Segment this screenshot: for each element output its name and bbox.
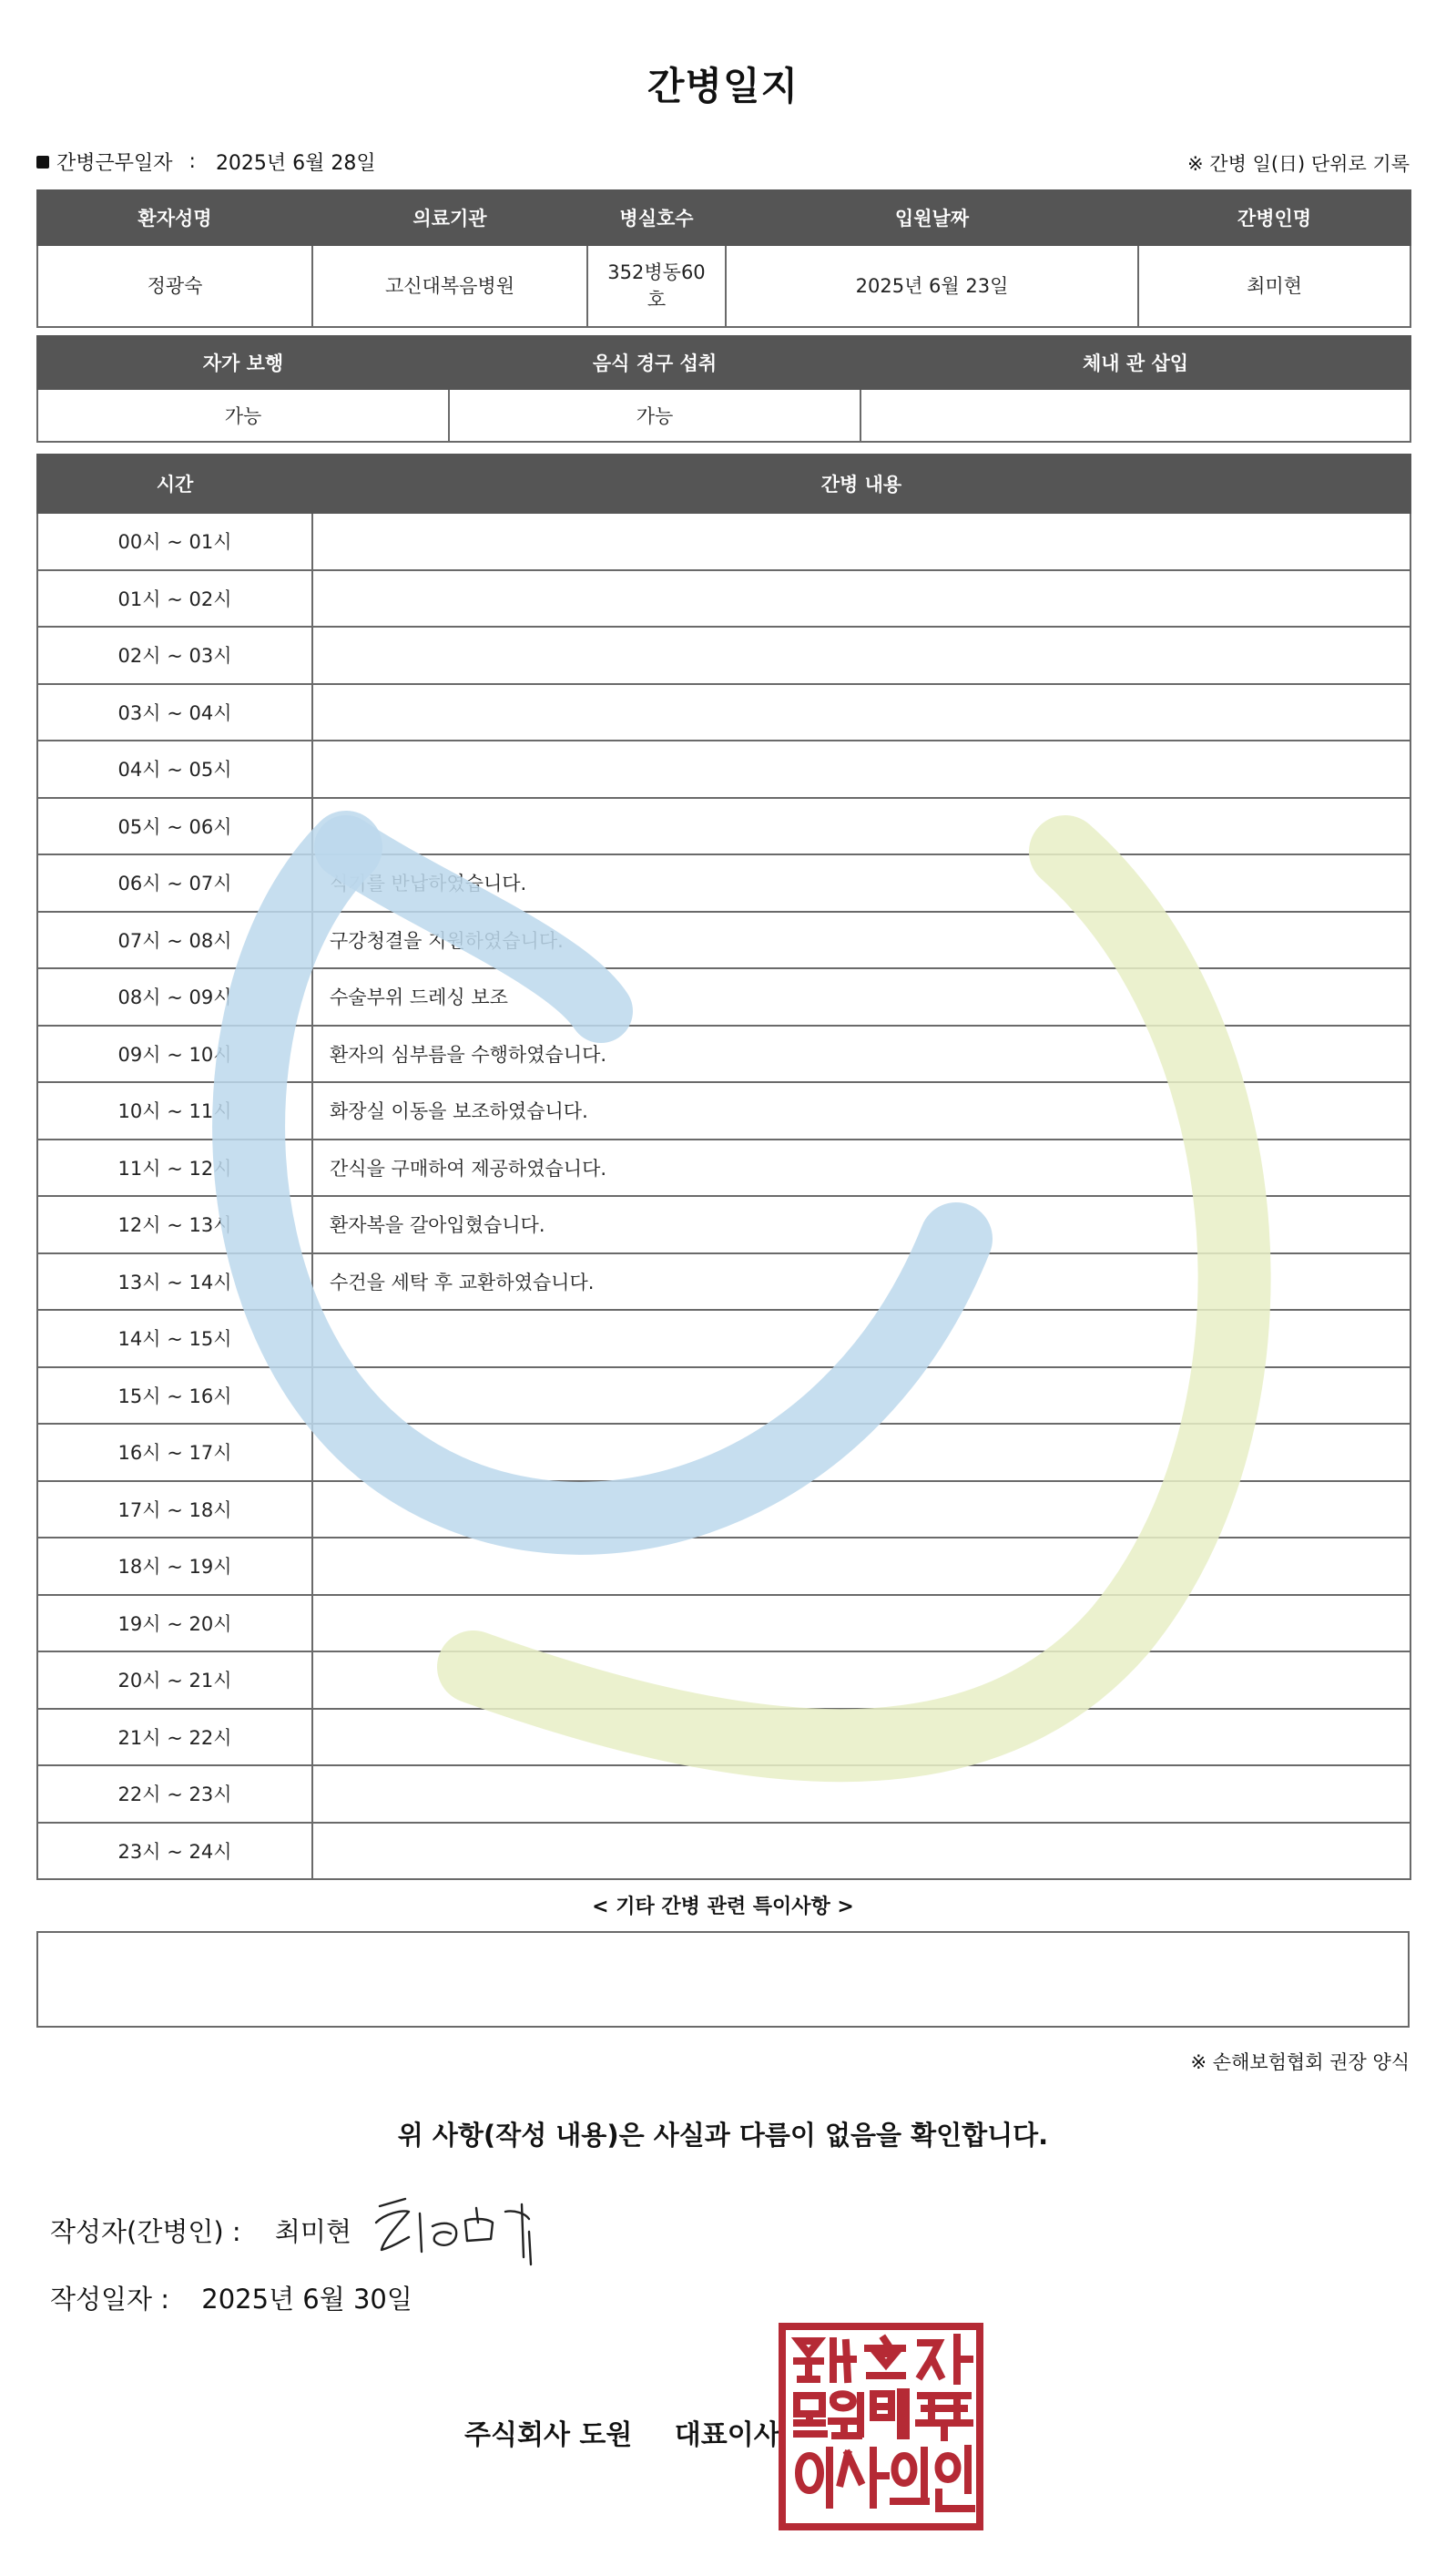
time-cell: 18시 ~ 19시	[37, 1538, 312, 1595]
time-cell: 04시 ~ 05시	[37, 741, 312, 798]
work-date	[36, 148, 376, 176]
status-header: 자가 보행	[37, 336, 449, 389]
log-row	[37, 1196, 1410, 1253]
care-content-cell	[312, 1367, 1410, 1425]
company-name: 주식회사 도원	[464, 2419, 633, 2451]
time-cell: 22시 ~ 23시	[37, 1765, 312, 1823]
status-header: 음식 경구 섭취	[449, 336, 860, 389]
time-cell: 09시 ~ 10시	[37, 1026, 312, 1083]
log-row	[37, 1765, 1410, 1823]
time-cell: 03시 ~ 04시	[37, 684, 312, 741]
log-row	[37, 1140, 1410, 1197]
time-cell: 21시 ~ 22시	[37, 1709, 312, 1766]
time-cell: 00시 ~ 01시	[37, 513, 312, 570]
time-cell: 08시 ~ 09시	[37, 968, 312, 1026]
care-content-cell: 환자복을 갈아입혔습니다.	[312, 1196, 1410, 1253]
log-row	[37, 912, 1410, 969]
time-cell: 10시 ~ 11시	[37, 1082, 312, 1140]
care-content-cell	[312, 1823, 1410, 1880]
care-content-cell: 간식을 구매하여 제공하였습니다.	[312, 1140, 1410, 1197]
time-cell: 06시 ~ 07시	[37, 854, 312, 912]
time-cell: 16시 ~ 17시	[37, 1424, 312, 1481]
log-row	[37, 1310, 1410, 1367]
time-cell: 01시 ~ 02시	[37, 570, 312, 628]
log-row	[37, 570, 1410, 628]
writer-line	[50, 2212, 351, 2249]
status-header: 체내 관 삽입	[860, 336, 1410, 389]
company-seal	[779, 2323, 983, 2530]
unit-note: ※ 간병 일(日) 단위로 기록	[1187, 153, 1410, 175]
handwritten-signature	[369, 2186, 542, 2268]
form-source-note: ※ 손해보험협회 권장 양식	[1190, 2051, 1410, 2073]
time-cell: 13시 ~ 14시	[37, 1253, 312, 1311]
log-row	[37, 854, 1410, 912]
patient-header: 환자성명	[37, 190, 312, 245]
care-content-cell	[312, 1651, 1410, 1709]
care-content-cell	[312, 1310, 1410, 1367]
log-row	[37, 1651, 1410, 1709]
time-cell: 11시 ~ 12시	[37, 1140, 312, 1197]
care-content-cell	[312, 684, 1410, 741]
care-content-cell	[312, 1595, 1410, 1652]
confirmation-statement: 위 사항(작성 내용)은 사실과 다름이 없음을 확인합니다.	[397, 2120, 1049, 2151]
writer-name: 최미현	[274, 2216, 351, 2247]
hospital-cell: 고신대복음병원	[312, 245, 587, 327]
log-row	[37, 741, 1410, 798]
log-row	[37, 968, 1410, 1026]
log-row	[37, 513, 1410, 570]
log-row	[37, 1367, 1410, 1425]
time-cell: 20시 ~ 21시	[37, 1651, 312, 1709]
time-cell: 15시 ~ 16시	[37, 1367, 312, 1425]
care-content-cell: 화장실 이동을 보조하였습니다.	[312, 1082, 1410, 1140]
care-content-cell	[312, 513, 1410, 570]
log-row	[37, 1538, 1410, 1595]
care-content-cell	[312, 1481, 1410, 1538]
patient-status-table	[36, 335, 1411, 443]
time-cell: 07시 ~ 08시	[37, 912, 312, 969]
care-content-cell	[312, 570, 1410, 628]
document-title: 간병일지	[647, 64, 799, 108]
written-date-value: 2025년 6월 30일	[201, 2284, 412, 2315]
notes-title: < 기타 간병 관련 특이사항 >	[592, 1896, 854, 1918]
patient-header: 간병인명	[1138, 190, 1410, 245]
oral-intake-cell: 가능	[449, 389, 860, 442]
tube-cell	[860, 389, 1410, 442]
log-row	[37, 627, 1410, 684]
walking-cell: 가능	[37, 389, 449, 442]
care-content-cell: 수건을 세탁 후 교환하였습니다.	[312, 1253, 1410, 1311]
time-cell: 02시 ~ 03시	[37, 627, 312, 684]
care-log-table	[36, 454, 1411, 1880]
time-cell: 05시 ~ 06시	[37, 798, 312, 855]
log-row	[37, 1823, 1410, 1880]
company-line	[464, 2412, 780, 2452]
content-header: 간병 내용	[312, 455, 1410, 513]
care-content-cell: 구강청결을 지원하였습니다.	[312, 912, 1410, 969]
patient-header: 입원날짜	[726, 190, 1138, 245]
care-content-cell	[312, 741, 1410, 798]
log-row	[37, 1595, 1410, 1652]
care-content-cell	[312, 798, 1410, 855]
care-content-cell	[312, 1709, 1410, 1766]
time-cell: 14시 ~ 15시	[37, 1310, 312, 1367]
log-row	[37, 798, 1410, 855]
work-date-value: 2025년 6월 28일	[215, 152, 376, 175]
work-date-label: 간병근무일자	[56, 152, 173, 175]
care-content-cell	[312, 627, 1410, 684]
patient-name-cell: 정광숙	[37, 245, 312, 327]
time-cell: 12시 ~ 13시	[37, 1196, 312, 1253]
time-cell: 19시 ~ 20시	[37, 1595, 312, 1652]
log-row	[37, 1026, 1410, 1083]
patient-info-table	[36, 189, 1411, 328]
log-row	[37, 1082, 1410, 1140]
care-content-cell: 환자의 심부름을 수행하였습니다.	[312, 1026, 1410, 1083]
patient-header: 의료기관	[312, 190, 587, 245]
log-row	[37, 684, 1410, 741]
work-date-separator: :	[188, 150, 196, 173]
bullet-square-icon	[36, 156, 49, 169]
writer-label: 작성자(간병인) :	[50, 2216, 241, 2247]
written-date-line	[50, 2279, 412, 2316]
log-row	[37, 1424, 1410, 1481]
log-row	[37, 1709, 1410, 1766]
patient-header: 병실호수	[587, 190, 726, 245]
notes-box	[36, 1931, 1410, 2028]
care-content-cell	[312, 1424, 1410, 1481]
time-cell: 23시 ~ 24시	[37, 1823, 312, 1880]
admission-date-cell: 2025년 6월 23일	[726, 245, 1138, 327]
representative-title: 대표이사	[674, 2419, 780, 2451]
care-content-cell: 식기를 반납하였습니다.	[312, 854, 1410, 912]
care-content-cell	[312, 1538, 1410, 1595]
care-content-cell: 수술부위 드레싱 보조	[312, 968, 1410, 1026]
written-date-label: 작성일자 :	[50, 2284, 170, 2315]
log-row	[37, 1481, 1410, 1538]
log-row	[37, 1253, 1410, 1311]
room-cell: 352병동60 호	[587, 245, 726, 327]
time-header: 시간	[37, 455, 312, 513]
caregiver-name-cell: 최미현	[1138, 245, 1410, 327]
care-content-cell	[312, 1765, 1410, 1823]
time-cell: 17시 ~ 18시	[37, 1481, 312, 1538]
